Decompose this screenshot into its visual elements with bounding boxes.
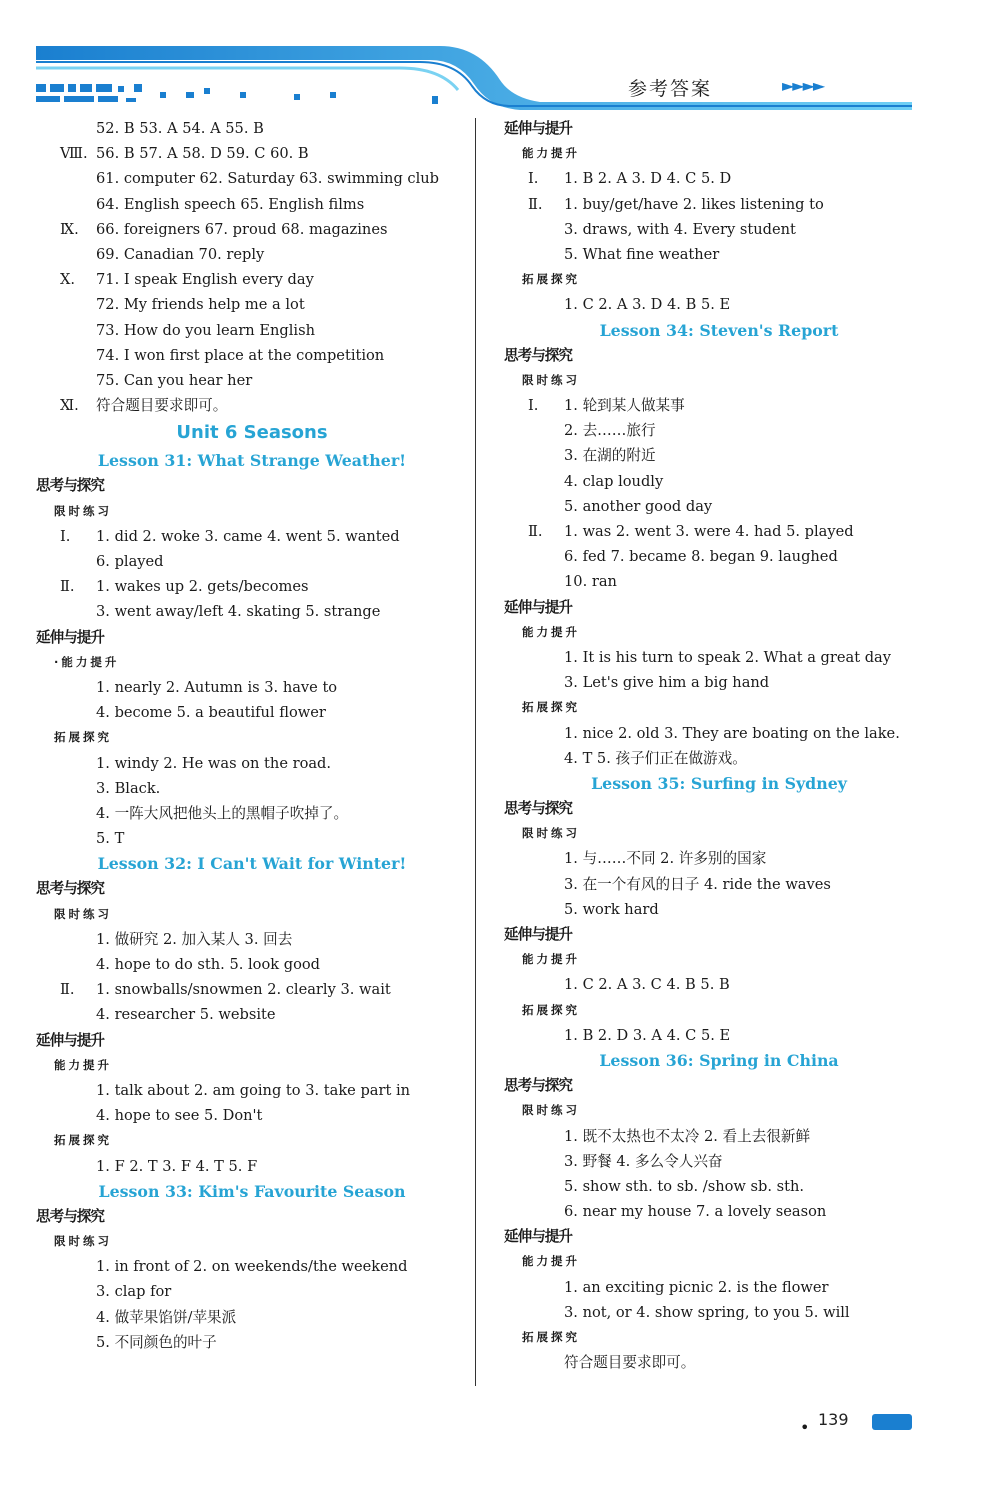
answer-line — [504, 292, 934, 317]
subsection-heading: 拓展探究 — [522, 1330, 580, 1344]
page-tab-decoration — [872, 1414, 912, 1430]
subsection-heading: 拓展探究 — [522, 1002, 580, 1017]
answer-line — [504, 1275, 934, 1300]
lesson-title: Lesson 34: Steven's Report — [599, 320, 839, 340]
answer-line — [504, 1300, 934, 1325]
section-heading: 思考与探究 — [36, 880, 104, 898]
answer-line — [504, 1149, 934, 1174]
subsection-heading: 限时练习 — [522, 372, 580, 387]
answer-text: 1. was 2. went 3. were 4. had 5. played — [564, 523, 854, 540]
answer-line — [36, 267, 468, 292]
section-heading: 思考与探究 — [36, 1207, 104, 1225]
answer-line — [504, 393, 934, 418]
answer-text: 73. How do you learn English — [96, 321, 315, 339]
answer-text: 1. windy 2. He was on the road. — [96, 754, 332, 772]
answer-text: 71. I speak English every day — [96, 271, 314, 289]
answer-text: 66. foreigners 67. proud 68. magazines — [96, 220, 388, 238]
roman-numeral: Ⅷ. — [60, 145, 88, 163]
lesson-title: Lesson 33: Kim's Favourite Season — [98, 1181, 406, 1201]
answer-line — [36, 192, 468, 217]
subsection-heading: 拓展探究 — [54, 730, 112, 745]
answer-line — [504, 1199, 934, 1224]
answer-line — [36, 1103, 468, 1128]
answer-line — [36, 801, 468, 826]
header-title: 参考答案 — [628, 78, 713, 100]
answer-line — [504, 1023, 934, 1048]
answer-text: 符合题目要求即可。 — [564, 1354, 696, 1372]
answer-text: 1. B 2. D 3. A 4. C 5. E — [564, 1026, 731, 1044]
answer-line — [36, 1330, 468, 1355]
answer-line — [504, 721, 934, 746]
answer-text: 1. F 2. T 3. F 4. T 5. F — [96, 1157, 258, 1175]
unit-title: Unit 6 Seasons — [176, 422, 328, 444]
subsection-heading: 能力提升 — [54, 1057, 112, 1072]
answer-text: 2. 去……旅行 — [564, 422, 656, 440]
lesson-title: Lesson 35: Surfing in Sydney — [591, 773, 847, 793]
answer-text: 3. 野餐 4. 多么令人兴奋 — [564, 1152, 723, 1170]
subsection-heading: 能力提升 — [522, 146, 580, 161]
answer-text: 4. researcher 5. website — [96, 1006, 276, 1024]
subsection-heading: 能力提升 — [522, 1254, 580, 1269]
answer-line — [504, 1124, 934, 1149]
subsection-heading: 限时练习 — [54, 1234, 112, 1249]
answer-line — [36, 1254, 468, 1279]
answer-text: 6. fed 7. became 8. began 9. laughed — [564, 548, 838, 566]
answer-text: 1. 既不太热也不太冷 2. 看上去很新鲜 — [564, 1127, 811, 1145]
subsection-heading: 能力提升 — [522, 952, 580, 967]
roman-numeral: Ⅱ. — [60, 578, 75, 596]
answer-line — [504, 670, 934, 695]
answer-text: 74. I won first place at the competition — [96, 346, 385, 364]
roman-numeral: Ⅰ. — [528, 170, 539, 188]
answer-text: 1. talk about 2. am going to 3. take part in — [96, 1081, 411, 1099]
answer-text: 1. in front of 2. on weekends/the weekend — [96, 1258, 408, 1276]
answer-text: 3. Let's give him a big hand — [564, 674, 770, 692]
answer-line — [36, 368, 468, 393]
answer-text: 1. nearly 2. Autumn is 3. have to — [96, 678, 338, 696]
page-header — [0, 0, 1000, 120]
answer-line — [504, 192, 934, 217]
answer-text: 6. near my house 7. a lovely season — [564, 1203, 827, 1221]
answer-text: 6. played — [96, 553, 164, 570]
lesson-title: Lesson 36: Spring in China — [599, 1050, 839, 1070]
subsection-heading: 限时练习 — [522, 826, 580, 841]
roman-numeral: Ⅸ. — [60, 220, 79, 238]
answer-line — [36, 927, 468, 952]
answer-text: 1. snowballs/snowmen 2. clearly 3. wait — [96, 981, 391, 999]
answer-line — [504, 217, 934, 242]
answer-line — [36, 292, 468, 317]
answer-line — [504, 443, 934, 468]
section-heading: 思考与探究 — [504, 800, 572, 818]
answer-line — [36, 116, 468, 141]
section-heading: 思考与探究 — [36, 477, 104, 495]
answer-line — [504, 746, 934, 771]
arrow-icon: ►►►► — [782, 76, 824, 95]
answer-line — [36, 393, 468, 418]
answer-line — [504, 519, 934, 544]
answer-text: 1. 轮到某人做某事 — [564, 397, 685, 415]
section-heading: 思考与探究 — [504, 1077, 572, 1095]
answer-text: 1. wakes up 2. gets/becomes — [96, 578, 309, 596]
page-number-dot: • — [800, 1418, 810, 1437]
roman-numeral: Ⅱ. — [60, 981, 75, 999]
answer-text: 61. computer 62. Saturday 63. swimming club — [96, 170, 440, 188]
answer-text: 4. clap loudly — [564, 472, 664, 490]
answer-text: 10. ran — [564, 573, 617, 591]
answer-line — [36, 599, 468, 624]
answer-line — [36, 1279, 468, 1304]
answer-text: 4. hope to see 5. Don't — [96, 1107, 263, 1125]
answer-text: 5. work hard — [564, 900, 659, 918]
answer-line — [504, 544, 934, 569]
answer-text: 1. C 2. A 3. D 4. B 5. E — [564, 296, 731, 314]
answer-line — [504, 166, 934, 191]
left-column — [36, 116, 468, 1355]
answer-text: 1. an exciting picnic 2. is the flower — [564, 1278, 829, 1296]
section-heading: 延伸与提升 — [504, 598, 572, 616]
answer-text: 1. B 2. A 3. D 4. C 5. D — [564, 170, 732, 188]
subsection-heading: 能力提升 — [522, 624, 580, 639]
answer-text: 符合题目要求即可。 — [96, 397, 228, 415]
answer-line — [36, 217, 468, 242]
roman-numeral: Ⅺ. — [60, 397, 79, 415]
answer-line — [504, 494, 934, 519]
roman-numeral: Ⅰ. — [60, 527, 71, 545]
answer-text: 5. show sth. to sb. /show sb. sth. — [564, 1177, 805, 1195]
answer-text: 1. 做研究 2. 加入某人 3. 回去 — [96, 930, 293, 948]
answer-line — [36, 524, 468, 549]
section-heading: 延伸与提升 — [36, 628, 104, 646]
section-heading: 思考与探究 — [504, 346, 572, 364]
roman-numeral: Ⅱ. — [528, 195, 543, 213]
answer-text: 72. My friends help me a lot — [96, 296, 305, 314]
answer-line — [504, 1350, 934, 1375]
answer-text: 1. buy/get/have 2. likes listening to — [564, 195, 824, 213]
subsection-heading: 拓展探究 — [522, 272, 580, 287]
right-column — [504, 116, 934, 1375]
answer-line — [504, 897, 934, 922]
answer-text: 64. English speech 65. English films — [96, 195, 365, 213]
answer-line — [36, 549, 468, 574]
answer-line — [36, 343, 468, 368]
page-number: 139 — [818, 1410, 849, 1429]
answer-line — [36, 700, 468, 725]
answer-text: 3. went away/left 4. skating 5. strange — [96, 603, 381, 621]
column-divider — [475, 118, 476, 1386]
roman-numeral: Ⅰ. — [528, 397, 539, 415]
section-heading: 延伸与提升 — [504, 1228, 572, 1246]
answer-text: 4. T 5. 孩子们正在做游戏。 — [564, 749, 747, 767]
answer-text: 5. 不同颜色的叶子 — [96, 1333, 217, 1351]
answer-text: 4. hope to do sth. 5. look good — [96, 956, 320, 973]
answer-text: 1. did 2. woke 3. came 4. went 5. wanted — [96, 527, 400, 545]
answer-line — [36, 1305, 468, 1330]
subsection-heading: ·能力提升 — [54, 654, 120, 669]
subsection-heading: 限时练习 — [54, 503, 112, 518]
answer-line — [36, 675, 468, 700]
lesson-title: Lesson 32: I Can't Wait for Winter! — [97, 854, 407, 874]
answer-text: 1. nice 2. old 3. They are boating on the lake. — [564, 724, 900, 742]
answer-text: 52. B 53. A 54. A 55. B — [96, 120, 264, 137]
answer-text: 56. B 57. A 58. D 59. C 60. B — [96, 145, 309, 163]
answer-line — [36, 751, 468, 776]
answer-text: 4. 做苹果馅饼/苹果派 — [96, 1308, 237, 1326]
answer-line — [36, 141, 468, 166]
answer-text: 1. It is his turn to speak 2. What a great day — [564, 648, 891, 666]
answer-line — [36, 242, 468, 267]
answer-text: 5. another good day — [564, 497, 713, 515]
answer-line — [36, 1078, 468, 1103]
answer-line — [36, 1002, 468, 1027]
roman-numeral: Ⅹ. — [60, 271, 76, 289]
answer-line — [504, 872, 934, 897]
answer-text: 3. not, or 4. show spring, to you 5. will — [564, 1303, 850, 1321]
answer-text: 3. Black. — [96, 779, 161, 797]
answer-line — [504, 1174, 934, 1199]
answer-text: 1. C 2. A 3. C 4. B 5. B — [564, 976, 730, 994]
answer-text: 5. T — [96, 830, 125, 848]
answer-text: 5. What fine weather — [564, 245, 720, 263]
answer-line — [36, 952, 468, 977]
answer-text: 3. 在湖的附近 — [564, 447, 656, 465]
answer-text: 75. Can you hear her — [96, 371, 253, 389]
answer-line — [504, 972, 934, 997]
section-heading: 延伸与提升 — [36, 1031, 104, 1049]
answer-text: 4. become 5. a beautiful flower — [96, 704, 326, 722]
answer-text: 3. clap for — [96, 1283, 172, 1301]
answer-line — [36, 1154, 468, 1179]
answer-text: 3. draws, with 4. Every student — [564, 220, 796, 238]
answer-text: 1. 与……不同 2. 许多别的国家 — [564, 850, 767, 868]
header-banner-graphic — [0, 0, 1000, 120]
subsection-heading: 拓展探究 — [522, 700, 580, 715]
answer-line — [504, 418, 934, 443]
answer-text: 3. 在一个有风的日子 4. ride the waves — [564, 875, 831, 893]
answer-line — [504, 242, 934, 267]
answer-text: 4. 一阵大风把他头上的黑帽子吹掉了。 — [96, 804, 349, 822]
answer-line — [36, 574, 468, 599]
section-heading: 延伸与提升 — [504, 926, 572, 943]
answer-line — [504, 846, 934, 871]
lesson-title: Lesson 31: What Strange Weather! — [97, 451, 407, 471]
answer-line — [36, 826, 468, 851]
answer-line — [504, 469, 934, 494]
roman-numeral: Ⅱ. — [528, 523, 543, 540]
answer-line — [36, 318, 468, 343]
subsection-heading: 限时练习 — [522, 1103, 580, 1118]
subsection-heading: 限时练习 — [54, 906, 112, 921]
section-heading: 延伸与提升 — [504, 120, 572, 137]
answer-line — [504, 569, 934, 594]
answer-line — [504, 645, 934, 670]
answer-line — [36, 776, 468, 801]
subsection-heading: 拓展探究 — [54, 1133, 112, 1148]
answer-line — [36, 166, 468, 191]
answer-line — [36, 977, 468, 1002]
answer-text: 69. Canadian 70. reply — [96, 245, 265, 263]
